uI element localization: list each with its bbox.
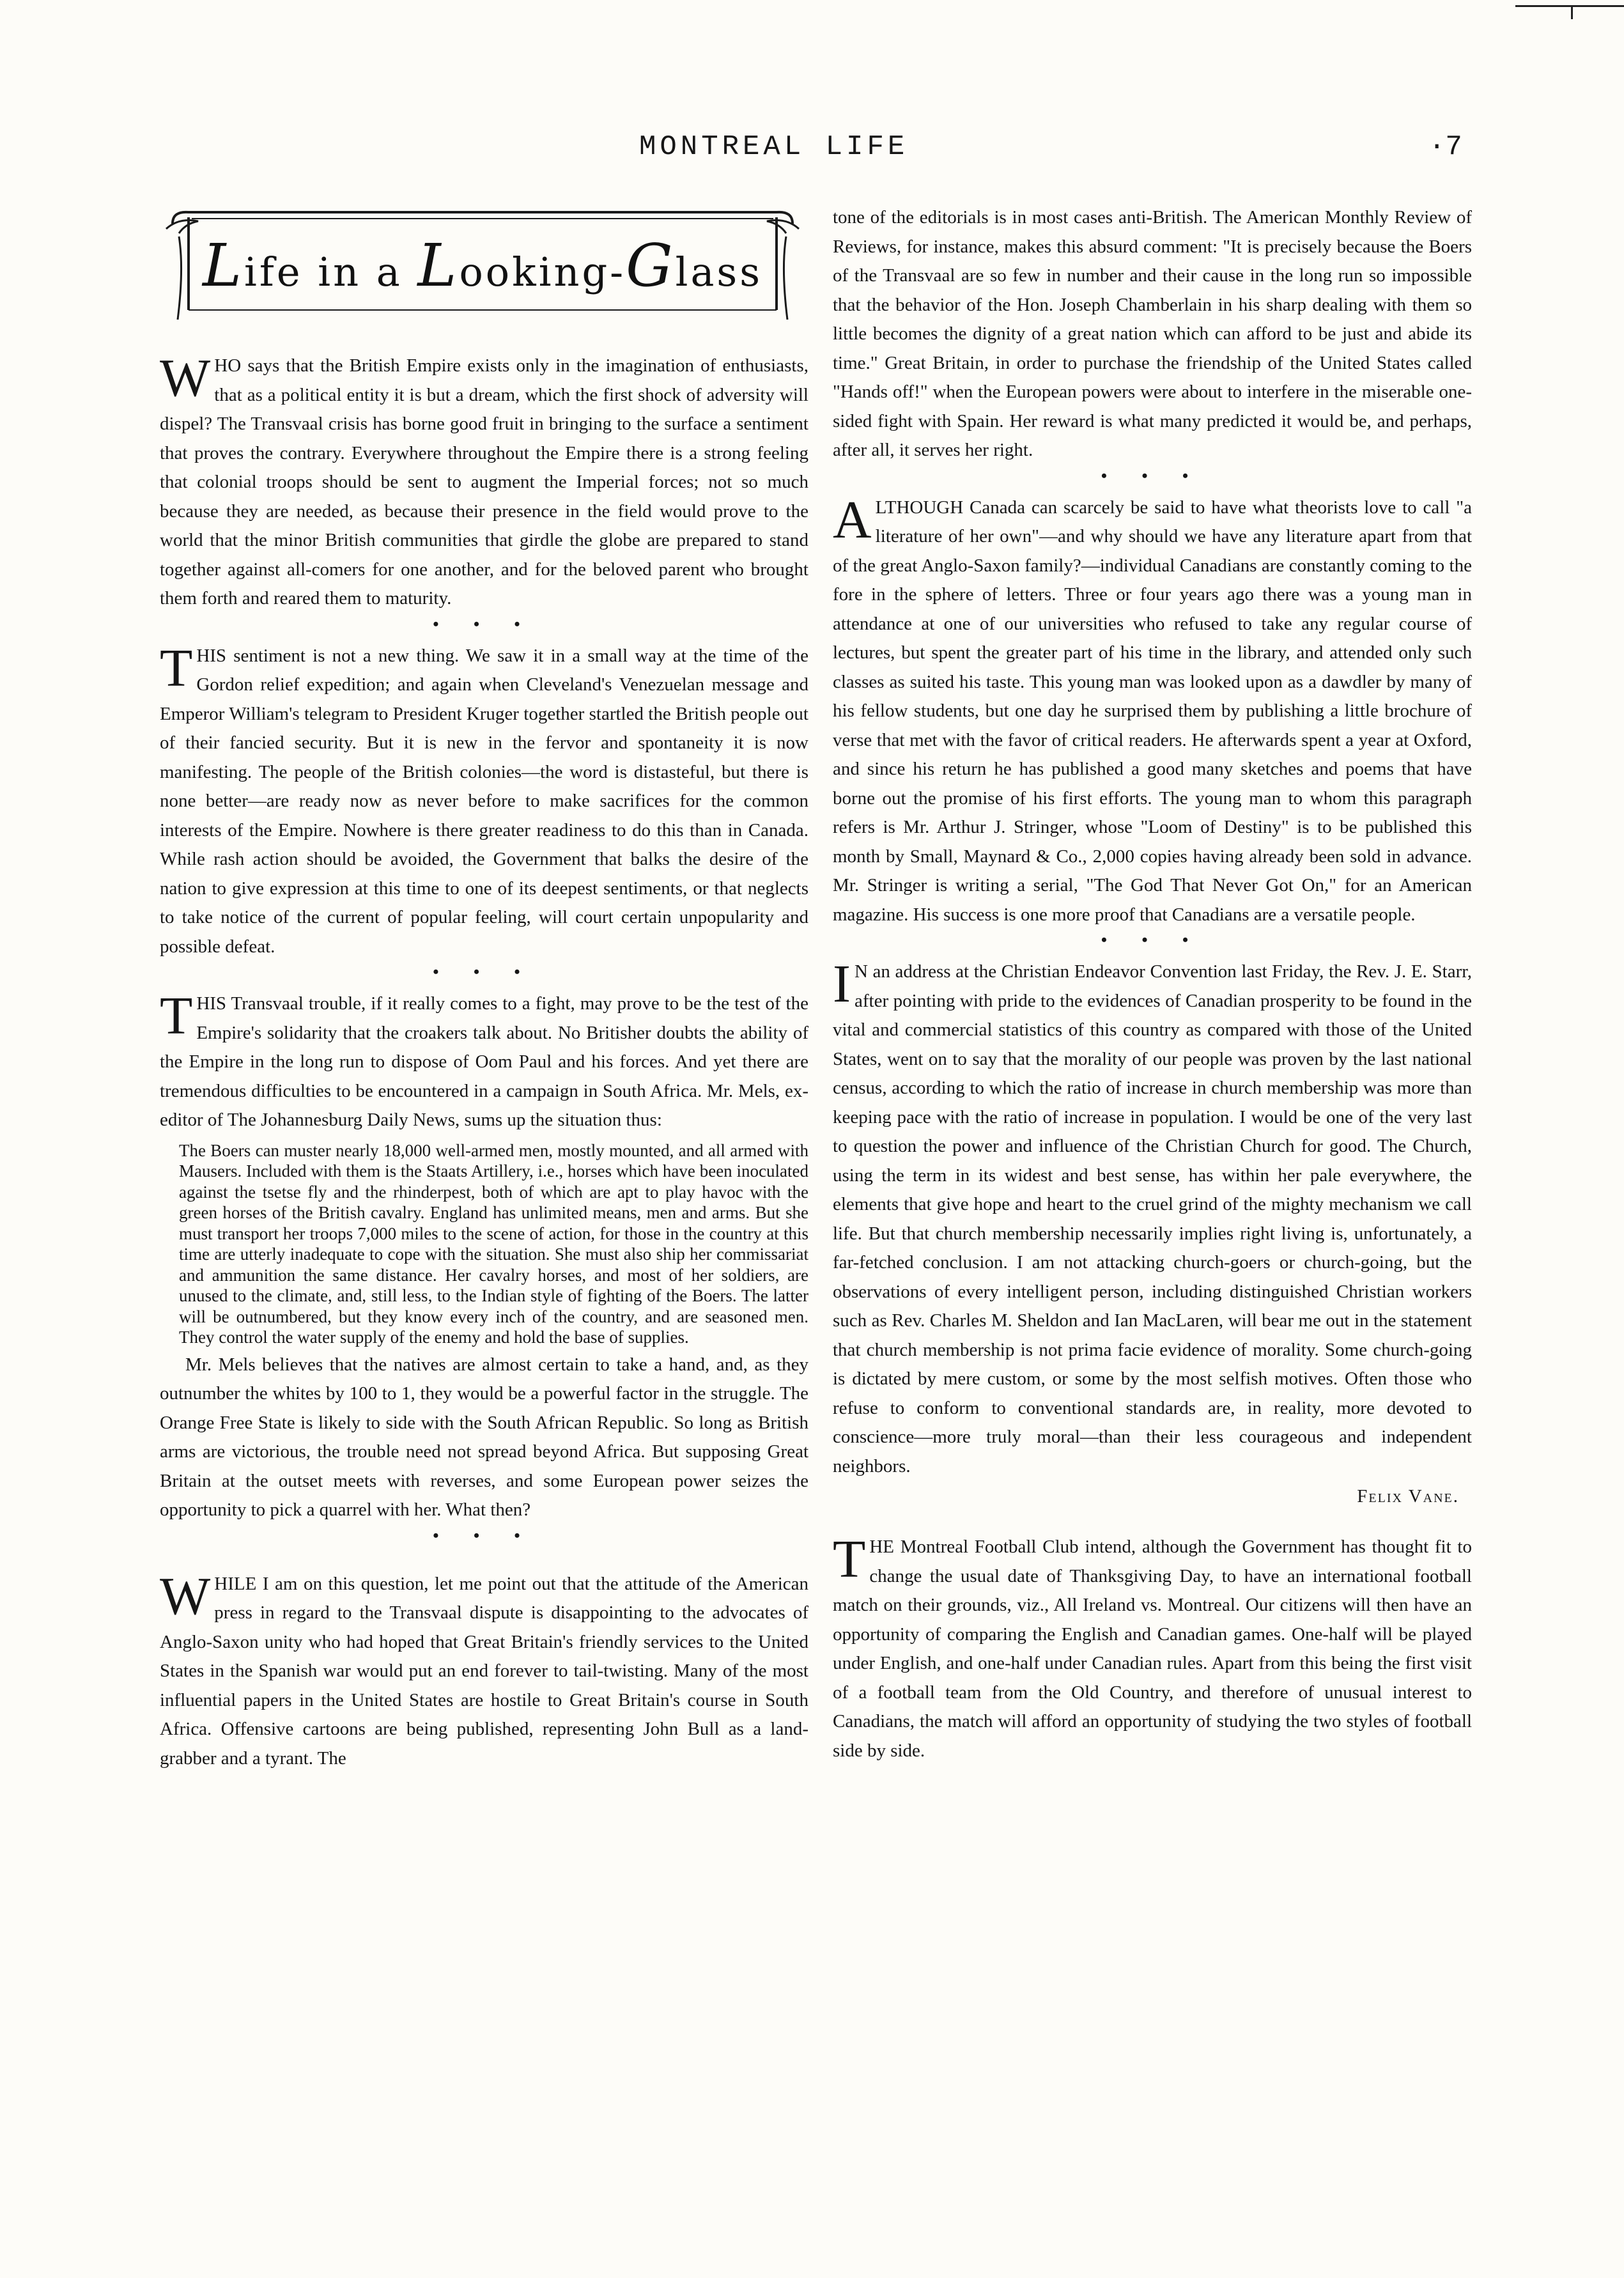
drop-cap: T [833, 1530, 866, 1589]
drop-cap: T [160, 986, 193, 1046]
section-separator: • • • [433, 614, 536, 633]
section-separator: • • • [1101, 466, 1204, 485]
section-heading-title: Life in a Looking-Glass [202, 231, 763, 300]
corner-tick [1571, 5, 1573, 19]
page-number: ·7 [1428, 131, 1462, 163]
right-column [833, 203, 1472, 1765]
paragraph-american-press-continued: tone of the editorials is in most cases anti-British. The American Monthly Review of Reviews, for instance, makes this absurd comment: "It is precisely because the Boers of the Transvaal are so few in number and their cause in the long run so impossible that the behavior of the Hon. Joseph Chamberlain in his sharp dealing with them so little becomes the dignity of a great nation which can afford to be just and abide its time." Great Britain, in order to purchase the friendship of the United States called "Hands off!" when the European powers were about to interfere in the miserable one-sided fight with Spain. Her reward is what many predicted it would be, and perhaps, after all, it serves her right. [833, 207, 1472, 460]
running-head-title: MONTREAL LIFE [639, 131, 909, 163]
section-separator: • • • [433, 1526, 536, 1545]
section-separator: • • • [1101, 931, 1204, 949]
paragraph-christian-endeavor: I N an address at the Christian Endeavor Convention last Friday, the Rev. J. E. Starr, after pointing with pride to the evidences of Canadian prosperity to be found in the vital and commercial statistics of this country as compared with those of the United States, went on to say that the morality of our people was proven by the last national census, according to which the ratio of increase in church membership was more than keeping pace with the ratio of increase in population. I would be one of the very last to question the power and influence of the Christian Church for good. The Church, using the term in its widest and best sense, has within her pale everywhere, the elements that give hope and heart to the cruel grind of the mighty mechanism we call life. But that church membership necessarily implies right living is, unfortunately, a far-fetched conclusion. I am not attacking church-goers or church-going, but the observations of every intelligent person, including distinguished Christian workers such as Rev. Charles M. Sheldon and Ian MacLaren, will bear me out in the statement that church membership is not prima facie evidence of morality. Some church-going is dictated by mere custom, or some by the most selfish motives. Often those who refuse to conform to conventional standards are, in reality, more devoted to conscience—more truly moral—than their less courageous and independent neighbors. [833, 954, 1472, 1476]
paragraph-empire: WHO says that the British Empire exists only in the imagination of enthusiasts, that as a political entity it is but a dream, which the first shock of adversity will dispel? The Transvaal crisis has borne good fruit in bringing to the surface a sentiment that proves the contrary. Everywhere throughout the Empire there is a strong feeling that colonial troops should be sent to augment the Imperial forces; not so much because they are needed, as because their presence in the field would prove to the world that the minor British communities that girdle the globe are prepared to stand together against all-comers for one another, and for the beloved parent who brought them forth and reared them to maturity. [160, 348, 808, 608]
section-heading-banner [160, 198, 805, 332]
drop-cap: I [833, 954, 851, 1014]
corner-rule [1515, 5, 1624, 7]
author-signature: Felix Vane. [1357, 1486, 1459, 1507]
drop-cap: W [160, 348, 211, 408]
drop-cap: W [160, 1566, 211, 1626]
paragraph-mels: Mr. Mels believes that the natives are almost certain to take a hand, and, as they outnumber the whites by 100 to 1, they would be a powerful factor in the struggle. The Orange Free State is likely to side with the South African Republic. So long as British arms are victorious, the trouble need not spread beyond Africa. But supposing Great Britain at the outset meets with reverses, and some European power seizes the opportunity to pick a quarrel with her. What then? [160, 1354, 808, 1520]
left-column [160, 198, 808, 1773]
paragraph-sentiment: THIS sentiment is not a new thing. We saw it in a small way at the time of the Gordon relief expedition; and again when Cleveland's Venezuelan message and Emperor William's telegram to President Kruger together startled the British people out of their fancied security. But it is new in the fervor and spontaneity it is now manifesting. The people of the British colonies—the word is distasteful, but there is none better—are ready now as never before to make sacrifices for the common interests of the Empire. Nowhere is there greater readiness to do this than in Canada. While rash action should be avoided, the Government that balks the desire of the nation to give expression at this time to one of its deepest sentiments, or that neglects to take notice of the current of popular feeling, will court certain unpopularity and possible defeat. [160, 638, 808, 957]
paragraph-football: THE Montreal Football Club intend, although the Government has thought fit to change the usual date of Thanksgiving Day, to have an international football match on their grounds, viz., All Ireland vs. Montreal. Our citizens will then have an opportunity of comparing the English and Canadian games. One-half will be played under English, and one-half under Canadian rules. Apart from this being the first visit of a football team from the Old Country, and therefore of unusual interest to Canadians, the match will afford an opportunity of studying the two styles of football side by side. [833, 1530, 1472, 1761]
drop-cap: T [160, 638, 193, 698]
quote-text: The Boers can muster nearly 18,000 well-armed men, mostly mounted, and all armed with Mausers. Included with them is the Staats Artillery, i.e., horses which have been inoculated against the tsetse fly and the rhinderpest, both of which are apt to play havoc with the green horses of the British cavalry. England has unlimited means, men and arms. But she must transport her troops 7,000 miles to the scene of action, for those in the country at this time are utterly inadequate to cope with the situation. She must also ship her commissariat and ammunition the same distance. Her cavalry horses, and most of her soldiers, are unused to the climate, and, still less, to the Indian style of fighting of the Boers. The latter will be outnumbered, but they know every inch of the country, and are seasoned men. They control the water supply of the enemy and hold the base of supplies. [179, 1140, 808, 1347]
paragraph-stringer: ALTHOUGH Canada can scarcely be said to have what theorists love to call "a literature of her own"—and why should we have any literature apart from that of the great Anglo-Saxon family?—individual Canadians are constantly coming to the fore in the sphere of letters. Three or four years ago there was a young man in attendance at one of our universities who refused to take any regular course of lectures, but spent the greater part of his time in the library, and attended only such classes as suited his taste. This young man was looked upon as a dawdler by many of his fellow students, but one day he surprised them by publishing a little brochure of verse that met with the favor of critical readers. He afterwards spent a year at Oxford, and since his return he has published a good many sketches and poems that have borne out the promise of his first efforts. The young man to whom this paragraph refers is Mr. Arthur J. Stringer, whose "Loom of Destiny" is to be published this month by Small, Maynard & Co., 2,000 copies having already been sold in advance. Mr. Stringer is writing a serial, "The God That Never Got On," for an American magazine. His success is one more proof that Canadians are a versatile people. [833, 490, 1472, 925]
paragraph-american-press: WHILE I am on this question, let me point out that the attitude of the American press in regard to the Transvaal dispute is disappointing to the advocates of Anglo-Saxon unity who had hoped that Great Britain's friendly services to the United States in the Spanish war would put an end forever to tail-twisting. Many of the most influential papers in the United States are hostile to Great Britain's course in South Africa. Offensive cartoons are being published, representing John Bull as a land-grabber and a tyrant. The [160, 1566, 808, 1769]
paragraph-transvaal: THIS Transvaal trouble, if it really comes to a fight, may prove to be the test of the Empire's solidarity that the croakers talk about. No Britisher doubts the ability of the Empire in the long run to dispose of Oom Paul and his forces. And yet there are tremendous difficulties to be encountered in a campaign in South Africa. Mr. Mels, ex-editor of The Johannesburg Daily News, sums up the situation thus: [160, 986, 808, 1130]
drop-cap: A [833, 490, 872, 550]
section-separator: • • • [433, 963, 536, 981]
block-quote [160, 1140, 808, 1348]
